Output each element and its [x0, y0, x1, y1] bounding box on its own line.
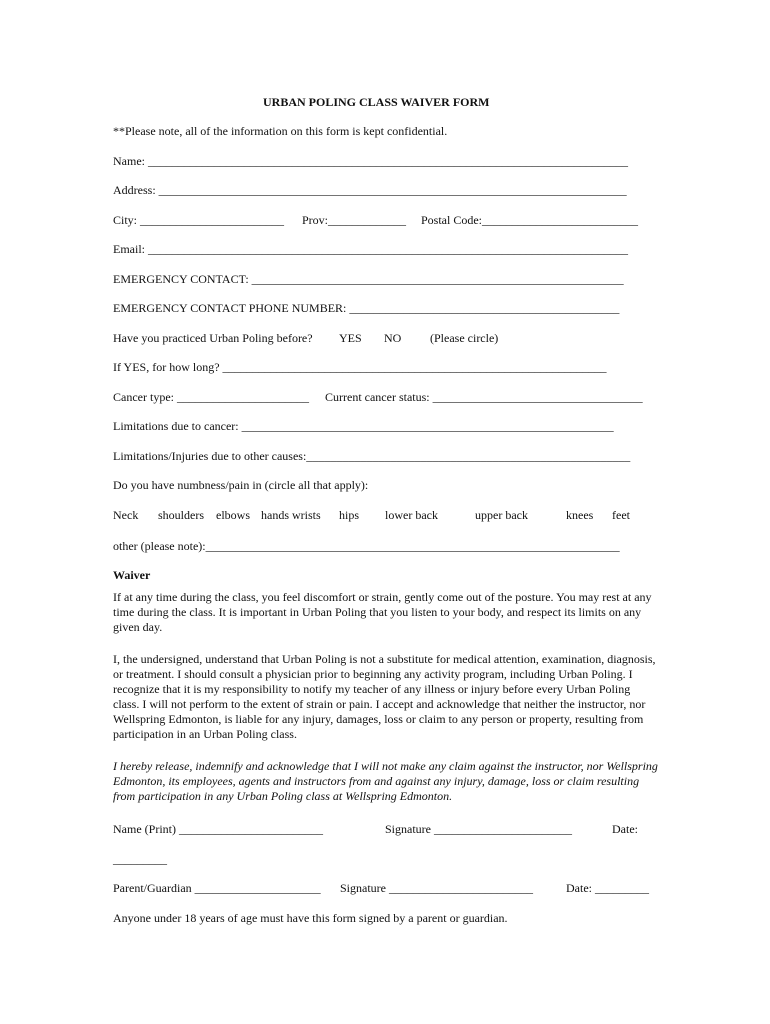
- practiced-question: Have you practiced Urban Poling before?: [113, 331, 313, 345]
- body-part-upper-back[interactable]: upper back: [475, 508, 528, 522]
- other-note-field[interactable]: other (please note):_____________________________________________________________________: [113, 539, 620, 553]
- numbness-question: Do you have numbness/pain in (circle all that apply):: [113, 478, 369, 492]
- footer-note: Anyone under 18 years of age must have this form signed by a parent or guardian.: [113, 911, 508, 925]
- waiver-paragraph-3: I hereby release, indemnify and acknowledge that I will not make any claim against the instructor, nor Wellspring Edmonton, its employees, agents and instructors from and against any injury, damage, loss or claim resulting from participation in any Urban Poling class at Wellspring Edmonton.: [113, 759, 658, 803]
- guardian-signature-field[interactable]: Signature ________________________: [340, 881, 533, 895]
- city-field[interactable]: City: ________________________: [113, 213, 285, 227]
- waiver-paragraph-2: I, the undersigned, understand that Urban Poling is not a substitute for medical attention, examination, diagnosis, or treatment. I should consult a physician prior to beginning any activity program, including Urban Poling. I recognize that it is my responsibility to notify my teacher of any illness or injury before every Urban Poling class. I will not perform to the extent of strain or pain. I accept and acknowledge that neither the instructor, nor Wellspring Edmonton, is liable for any injury, damages, loss or claim to any person or property, resulting from participation in an Urban Poling class.: [113, 652, 656, 741]
- body-part-hips[interactable]: hips: [339, 508, 360, 522]
- signature-field[interactable]: Signature _______________________: [385, 822, 572, 836]
- emergency-contact-field[interactable]: EMERGENCY CONTACT: ______________________________________________________________: [113, 272, 624, 286]
- body-part-lower-back[interactable]: lower back: [385, 508, 438, 522]
- emergency-phone-field[interactable]: EMERGENCY CONTACT PHONE NUMBER: _____________________________________________: [113, 301, 620, 315]
- body-part-knees[interactable]: knees: [566, 508, 594, 522]
- date-field[interactable]: _________: [113, 852, 167, 866]
- waiver-paragraph-1: If at any time during the class, you feel discomfort or strain, gently come out of the posture. You may rest at any time during the class. It is important in Urban Poling that you listen to your body, and respect its limits on any given day.: [113, 590, 652, 634]
- date-label: Date:: [612, 822, 638, 836]
- please-circle-note: (Please circle): [430, 331, 499, 345]
- body-part-neck[interactable]: Neck: [113, 508, 139, 522]
- limitations-cancer-field[interactable]: Limitations due to cancer: ______________________________________________________________: [113, 419, 614, 433]
- body-part-hands-wrists[interactable]: hands wrists: [261, 508, 321, 522]
- name-field[interactable]: Name: ________________________________________________________________________________: [113, 154, 628, 168]
- yes-option[interactable]: YES: [339, 331, 362, 345]
- body-part-feet[interactable]: feet: [612, 508, 630, 522]
- email-field[interactable]: Email: ________________________________________________________________________________: [113, 242, 628, 256]
- cancer-type-field[interactable]: Cancer type: ______________________: [113, 390, 309, 404]
- guardian-date-field[interactable]: Date: _________: [566, 881, 649, 895]
- how-long-field[interactable]: If YES, for how long? ________________________________________________________________: [113, 360, 607, 374]
- no-option[interactable]: NO: [384, 331, 402, 345]
- body-part-shoulders[interactable]: shoulders: [158, 508, 204, 522]
- body-part-elbows[interactable]: elbows: [216, 508, 250, 522]
- address-field[interactable]: Address: ______________________________________________________________________________: [113, 183, 627, 197]
- prov-field[interactable]: Prov:_____________: [302, 213, 407, 227]
- postal-code-field[interactable]: Postal Code:__________________________: [421, 213, 639, 227]
- form-title: URBAN POLING CLASS WAIVER FORM: [263, 95, 490, 109]
- waiver-heading: Waiver: [113, 568, 151, 582]
- cancer-status-field[interactable]: Current cancer status: ___________________________________: [325, 390, 643, 404]
- limitations-other-field[interactable]: Limitations/Injuries due to other causes:______________________________________________________: [113, 449, 631, 463]
- confidential-note: **Please note, all of the information on this form is kept confidential.: [113, 124, 448, 138]
- parent-guardian-field[interactable]: Parent/Guardian _____________________: [113, 881, 321, 895]
- name-print-field[interactable]: Name (Print) ________________________: [113, 822, 323, 836]
